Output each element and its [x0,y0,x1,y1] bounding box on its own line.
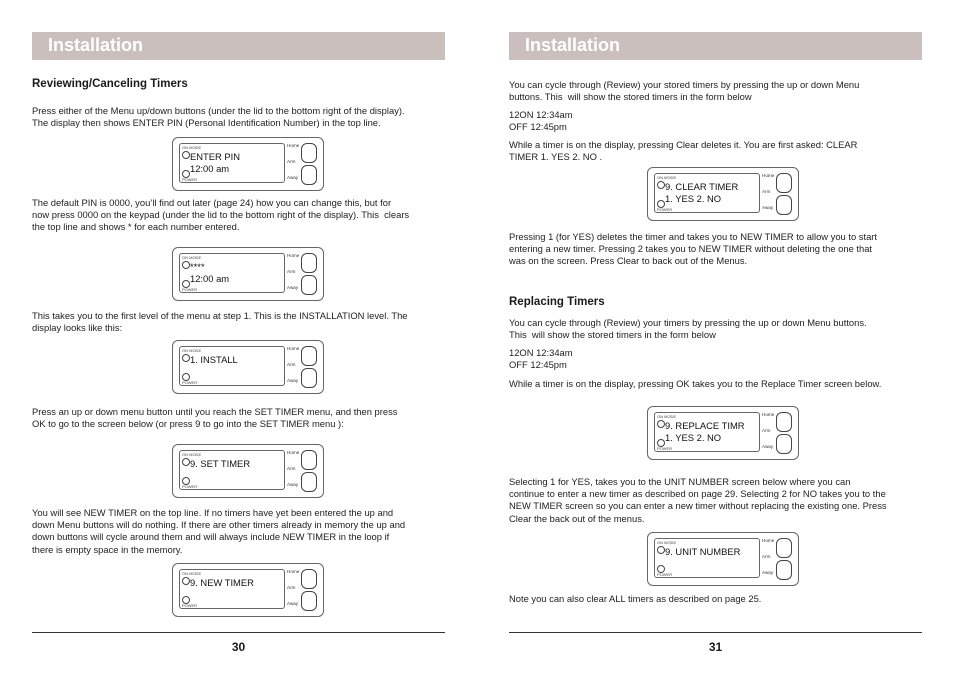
footer-rule [509,632,922,633]
lcd-tiny-label: POWER [182,380,198,385]
mode-label-away: Away [287,285,299,290]
text-line: Clear the back out of the menus. [509,512,645,524]
text-line: entering a new timer. Pressing 2 takes you to NEW TIMER without deleting the one that [509,243,873,255]
status-led-icon [182,458,190,466]
lcd-tiny-label: POWER [182,177,198,182]
timer-example [509,347,922,371]
lcd-screen [654,538,760,578]
mode-label-arm: Arm [287,159,296,164]
display-illustration [172,444,324,498]
mode-label-away: Away [287,601,299,606]
menu-up-button-icon [301,143,317,163]
mode-label-arm: Arm [287,362,296,367]
text-line: OFF 12:45pm [509,121,567,133]
lcd-screen [179,143,285,183]
display-illustration [647,532,799,586]
text-line: 12ON 12:34am [509,109,573,120]
text-line: The default PIN is 0000, you’ll find out later (page 24) how you can change this, but for [32,197,392,208]
text-line: You will see NEW TIMER on the top line. If no timers have yet been entered the up and [32,507,394,518]
lcd-line-1: 9. NEW TIMER [190,577,254,588]
mode-label-away: Away [762,444,774,449]
text-line: down buttons will cycle around them and will always include NEW TIMER in the loop if [32,531,390,543]
text-line: display looks like this: [32,322,123,334]
mode-label-home: Home [762,173,775,178]
lcd-tiny-label: POWER [657,207,673,212]
lcd-line-1: 9. UNIT NUMBER [665,546,741,557]
mode-label-home: Home [762,538,775,543]
display-illustration [172,137,324,191]
lcd-tiny-label: POWER [657,572,673,577]
mode-label-home: Home [287,143,300,148]
status-led-icon [657,546,665,554]
menu-up-button-icon [776,412,792,432]
paragraph [32,310,445,334]
lcd-tiny-label: POWER [182,287,198,292]
paragraph [509,317,922,341]
status-led-icon [182,577,190,585]
text-line: was on the screen. Press Clear to back out of the Menus. [509,255,748,267]
text-line: OK to go to the screen below (or press 9 to go into the SET TIMER menu ): [32,418,344,430]
lcd-line-1: 9. CLEAR TIMER [665,181,739,192]
page-title: Installation [48,35,144,55]
text-line: there is empty space in the memory. [32,543,183,555]
text-line: continue to enter a new timer as described on page 29. Selecting 2 for NO takes you to the [509,488,886,500]
mode-label-home: Home [287,346,300,351]
mode-label-arm: Arm [287,269,296,274]
lcd-tiny-label: ON MODE [182,348,202,353]
menu-down-button-icon [776,434,792,454]
text-line: OFF 12:45pm [509,359,567,371]
paragraph [509,79,922,103]
lcd-line-2: 1. YES 2. NO [665,193,722,204]
lcd-line-2: 12:00 am [190,273,230,284]
text-line: down Menu buttons will do nothing. If there are other timers already in memory the up and [32,519,406,531]
text-line: While a timer is on the display, pressing OK takes you to the Replace Timer screen below. [509,378,882,389]
lcd-tiny-label: POWER [182,484,198,489]
mode-label-arm: Arm [762,554,771,559]
menu-down-button-icon [301,275,317,295]
menu-down-button-icon [776,195,792,215]
text-line: Press either of the Menu up/down buttons (under the lid to the bottom right of the display). [32,105,405,116]
mode-label-home: Home [287,253,300,258]
lcd-line-1: ENTER PIN [190,151,241,162]
mode-label-arm: Arm [762,189,771,194]
lcd-tiny-label: ON MODE [182,145,202,150]
status-led-icon [657,420,665,428]
lcd-screen [179,253,285,293]
lcd-line-1: **** [190,261,205,272]
display-illustration [172,340,324,394]
lcd-tiny-label: POWER [657,446,673,451]
paragraph [509,139,922,163]
mode-label-arm: Arm [287,466,296,471]
page-number: 30 [231,640,246,654]
menu-up-button-icon [301,346,317,366]
display-illustration [172,563,324,617]
lcd-screen [654,412,760,452]
menu-down-button-icon [776,560,792,580]
text-line: now press 0000 on the keypad (under the lid to the bottom right of the display). This clears [32,209,410,221]
paragraph [32,406,445,430]
paragraph [509,378,922,390]
display-illustration [172,247,324,301]
lcd-line-2: 12:00 am [190,163,230,174]
text-line: This takes you to the first level of the menu at step 1. This is the INSTALLATION level. The [32,310,408,321]
lcd-line-1: 9. REPLACE TIMR [665,420,745,431]
text-line: Note you can also clear ALL timers as described on page 25. [509,593,762,604]
paragraph [32,197,445,234]
mode-label-away: Away [287,175,299,180]
page-number: 31 [708,640,723,654]
lcd-tiny-label: ON MODE [182,255,202,260]
lcd-tiny-label: ON MODE [182,452,202,457]
footer-rule [32,632,445,633]
text-line: While a timer is on the display, pressing Clear deletes it. You are first asked: CLEAR [509,139,858,150]
text-line: Pressing 1 (for YES) deletes the timer and takes you to NEW TIMER to allow you to start [509,231,878,242]
menu-down-button-icon [301,368,317,388]
mode-label-away: Away [287,482,299,487]
lcd-line-1: 1. INSTALL [190,354,238,365]
status-led-icon [657,181,665,189]
lcd-screen [179,346,285,386]
header-bar [32,32,445,60]
section-heading: Reviewing/Canceling Timers [32,78,188,90]
text-line: You can cycle through (Review) your stored timers by pressing the up or down Menu [509,79,860,90]
paragraph [509,476,922,525]
lcd-screen [179,450,285,490]
text-line: buttons. This will show the stored timers in the form below [509,91,752,103]
menu-up-button-icon [301,450,317,470]
mode-label-arm: Arm [287,585,296,590]
mode-label-arm: Arm [762,428,771,433]
menu-down-button-icon [301,472,317,492]
display-illustration [647,406,799,460]
paragraph [32,105,445,129]
lcd-line-1: 9. SET TIMER [190,458,251,469]
text-line: NEW TIMER screen so you can enter a new timer without replacing the existing one. Press [509,500,887,512]
status-led-icon [182,354,190,362]
menu-down-button-icon [301,591,317,611]
menu-up-button-icon [776,538,792,558]
text-line: The display then shows ENTER PIN (Personal Identification Number) in the top line. [32,117,381,129]
mode-label-away: Away [762,570,774,575]
right-page [509,0,922,677]
text-line: the top line and shows * for each number entered. [32,221,240,233]
page-title: Installation [525,35,621,55]
text-line: You can cycle through (Review) your timers by pressing the up or down Menu buttons. [509,317,867,328]
lcd-screen [654,173,760,213]
lcd-tiny-label: ON MODE [657,540,677,545]
mode-label-home: Home [287,450,300,455]
menu-up-button-icon [301,253,317,273]
display-illustration [647,167,799,221]
lcd-tiny-label: ON MODE [657,175,677,180]
status-led-icon [182,261,190,269]
paragraph [509,593,922,605]
paragraph [32,507,445,556]
text-line: Selecting 1 for YES, takes you to the UNIT NUMBER screen below where you can [509,476,851,487]
menu-up-button-icon [776,173,792,193]
text-line: This will show the stored timers in the form below [509,329,716,341]
menu-down-button-icon [301,165,317,185]
text-line: Press an up or down menu button until you reach the SET TIMER menu, and then press [32,406,398,417]
section-heading: Replacing Timers [509,296,605,308]
left-page [32,0,445,677]
lcd-line-2: 1. YES 2. NO [665,432,722,443]
mode-label-away: Away [762,205,774,210]
paragraph [509,231,922,268]
header-bar [509,32,922,60]
lcd-tiny-label: ON MODE [182,571,202,576]
status-led-icon [182,151,190,159]
timer-example [509,109,922,133]
lcd-screen [179,569,285,609]
lcd-tiny-label: ON MODE [657,414,677,419]
text-line: 12ON 12:34am [509,347,573,358]
mode-label-home: Home [287,569,300,574]
lcd-tiny-label: POWER [182,603,198,608]
mode-label-away: Away [287,378,299,383]
mode-label-home: Home [762,412,775,417]
text-line: TIMER 1. YES 2. NO . [509,151,603,163]
menu-up-button-icon [301,569,317,589]
